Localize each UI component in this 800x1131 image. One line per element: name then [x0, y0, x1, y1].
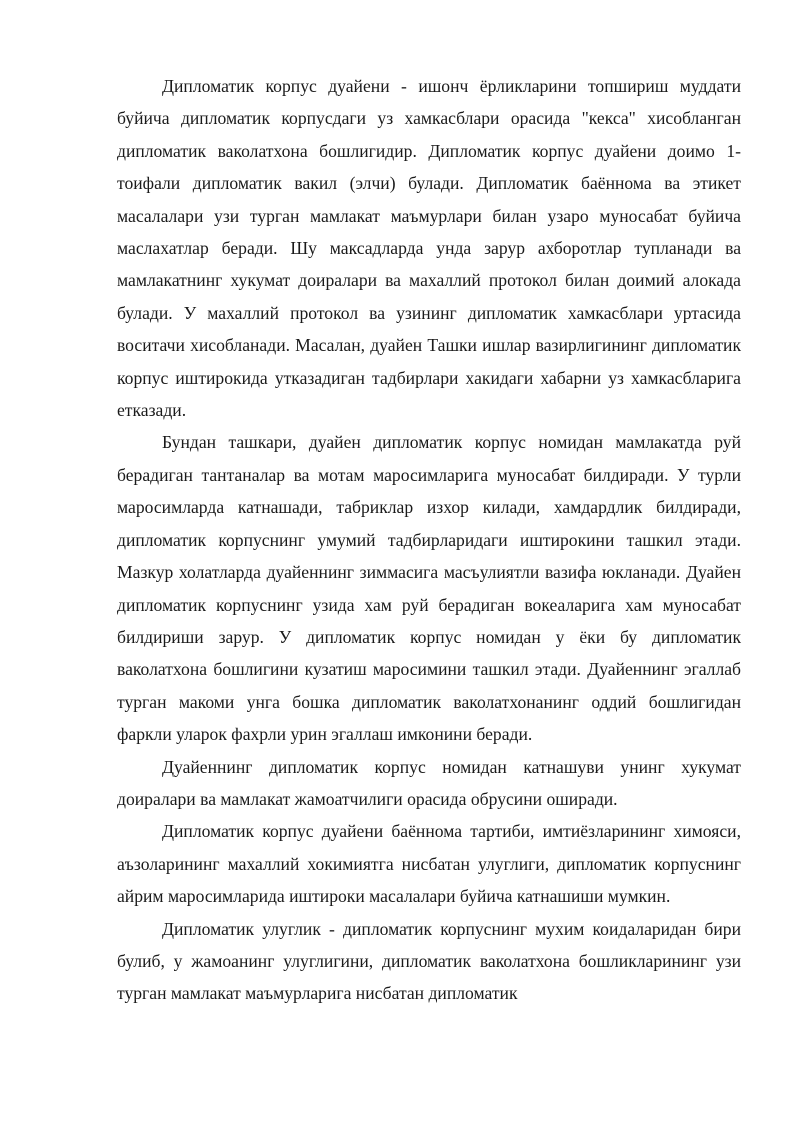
paragraph-5: Дипломатик улуглик - дипломатик корпуснинг мухим коидаларидан бири булиб, у жамоанинг улуглигини, дипломатик ваколатхона бошликларининг узи турган мамлакат маъмурларига нисбатан дипломатик	[117, 918, 741, 1004]
paragraph-1: Дипломатик корпус дуайени - ишонч ёрликларини топшириш муддати буйича дипломатик корпусдаги уз хамкасблари орасида "кекса" хисобланган дипломатик ваколатхона бошлигидир. Дипломатик корпус дуайени доимо 1-тоифали дипломатик вакил (элчи) булади. Дипломатик баённома ва этикет масалалари узи турган мамлакат маъмурлари билан узаро муносабат буйича маслахатлар беради. Шу максадларда унда зарур ахборотлар тупланади ва мамлакатнинг хукумат доиралари ва махаллий протокол билан доимий алокада булади. У махаллий протокол ва узининг дипломатик хамкасблари уртасида воситачи хисобланади. Масалан, дуайен Ташки ишлар вазирлигининг дипломатик корпус иштирокида утказадиган тадбирлари хакидаги хабарни уз хамкасбларига етказади.	[117, 76, 741, 421]
document-body	[117, 70, 741, 1010]
paragraph-4: Дипломатик корпус дуайени баённома тартиби, имтиёзларининг химояси, аъзоларининг махаллий хокимиятга нисбатан улуглиги, дипломатик корпуснинг айрим маросимларида иштироки масалалари буйича катнашиши мумкин.	[117, 821, 741, 907]
paragraph-2: Бундан ташкари, дуайен дипломатик корпус номидан мамлакатда руй берадиган тантаналар ва мотам маросимларига муносабат билдиради. У турли маросимларда катнашади, табриклар изхор килади, хамдардлик билдиради, дипломатик корпуснинг умумий тадбирларидаги иштирокини ташкил этади. Мазкур холатларда дуайеннинг зиммасига масъулиятли вазифа юкланади. Дуайен дипломатик корпуснинг узида хам руй берадиган вокеаларига хам муносабат билдириши зарур. У дипломатик корпус номидан у ёки бу дипломатик ваколатхона бошлигини кузатиш маросимини ташкил этади. Дуайеннинг эгаллаб турган макоми унга бошка дипломатик ваколатхонанинг оддий бошлигидан фаркли уларок фахрли урин эгаллаш имконини беради.	[117, 432, 741, 745]
paragraph-3: Дуайеннинг дипломатик корпус номидан катнашуви унинг хукумат доиралари ва мамлакат жамоатчилиги орасида обрусини оширади.	[117, 756, 741, 809]
